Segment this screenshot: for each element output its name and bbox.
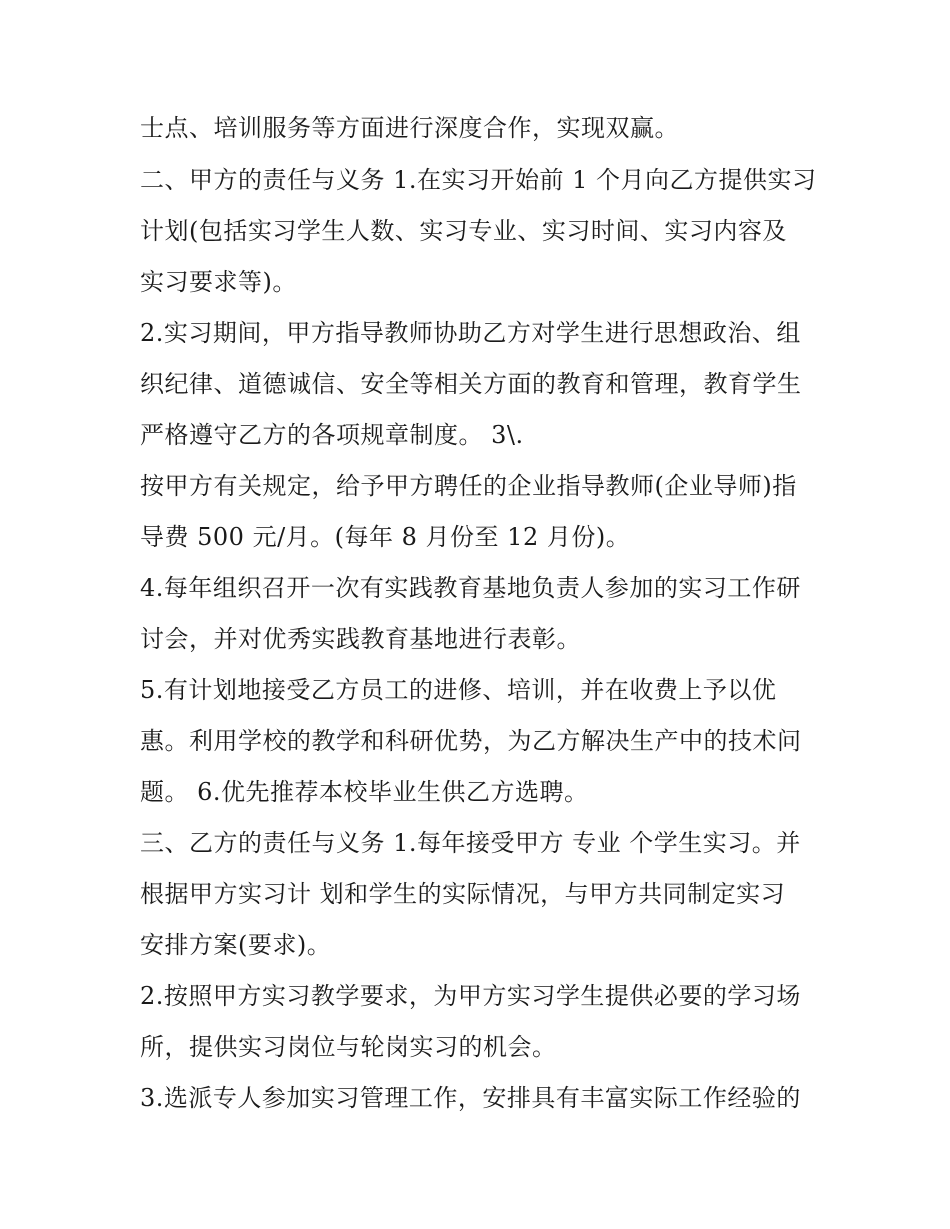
text-line: 5.有计划地接受乙方员工的进修、培训，并在收费上予以优 — [140, 676, 777, 704]
text-line: 三、乙方的责任与义务 1.每年接受甲方 专业 个学生实习。并 — [140, 829, 801, 857]
text-line: 计划(包括实习学生人数、实习专业、实习时间、实习内容及 — [140, 217, 787, 245]
text-line: 严格遵守乙方的各项规章制度。 3\. — [140, 421, 524, 449]
text-line: 士点、培训服务等方面进行深度合作，实现双赢。 — [140, 114, 679, 142]
text-line: 2.实习期间，甲方指导教师协助乙方对学生进行思想政治、组 — [140, 319, 801, 347]
text-line: 惠。利用学校的教学和科研优势，为乙方解决生产中的技术问 — [140, 727, 802, 755]
text-line: 根据甲方实习计 划和学生的实际情况，与甲方共同制定实习 — [140, 880, 786, 908]
text-line: 织纪律、道德诚信、安全等相关方面的教育和管理，教育学生 — [140, 370, 802, 398]
text-line: 2.按照甲方实习教学要求，为甲方实习学生提供必要的学习场 — [140, 982, 801, 1010]
text-line: 实习要求等)。 — [140, 268, 297, 296]
text-line: 安排方案(要求)。 — [140, 931, 332, 959]
text-line: 讨会，并对优秀实践教育基地进行表彰。 — [140, 625, 581, 653]
text-line: 4.每年组织召开一次有实践教育基地负责人参加的实习工作研 — [140, 574, 801, 602]
text-line: 按甲方有关规定，给予甲方聘任的企业指导教师(企业导师)指 — [140, 472, 797, 500]
text-line: 导费 500 元/月。(每年 8 月份至 12 月份)。 — [140, 523, 631, 551]
text-line: 3.选派专人参加实习管理工作，安排具有丰富实际工作经验的 — [140, 1084, 801, 1112]
text-line: 二、甲方的责任与义务 1.在实习开始前 1 个月向乙方提供实习 — [140, 166, 817, 194]
text-line: 题。 6.优先推荐本校毕业生供乙方选聘。 — [140, 778, 589, 806]
text-line: 所，提供实习岗位与轮岗实习的机会。 — [140, 1033, 557, 1061]
